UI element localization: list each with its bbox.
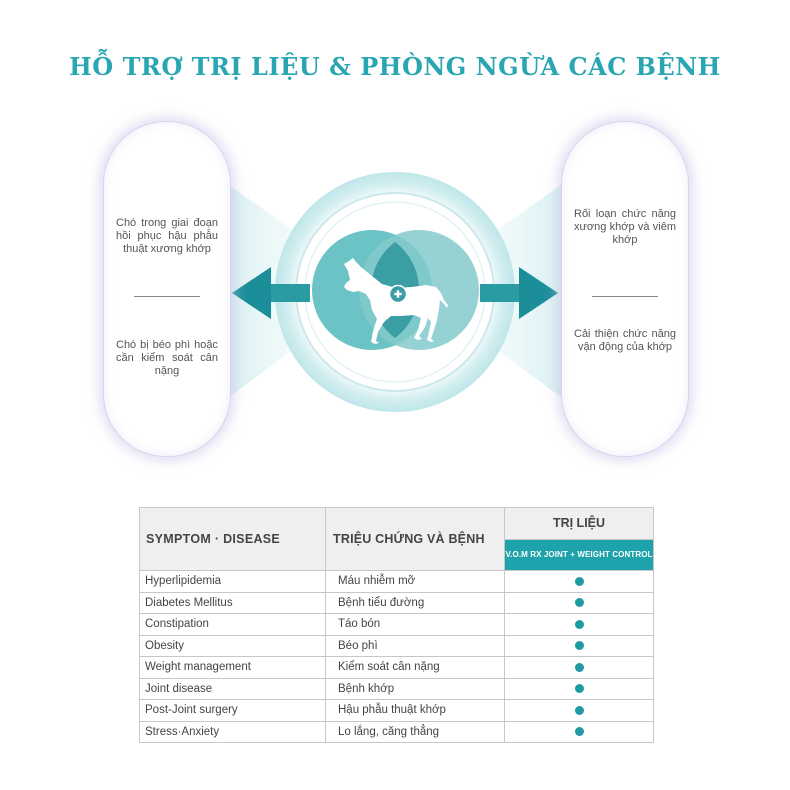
check-dot-icon <box>575 706 584 715</box>
table-row <box>140 657 654 679</box>
symptom-vi: Máu nhiễm mỡ <box>326 571 505 593</box>
right-bottom-text: Cải thiện chức năng vận động của khớp <box>574 328 676 353</box>
check-dot-icon <box>575 598 584 607</box>
symptom-en: Weight management <box>140 657 326 679</box>
check-dot-icon <box>575 727 584 736</box>
symptom-vi: Táo bón <box>326 614 505 636</box>
right-divider <box>592 296 658 297</box>
header-vietnamese: TRIỆU CHỨNG VÀ BỆNH <box>326 508 505 571</box>
symptom-vi: Hậu phẫu thuật khớp <box>326 700 505 722</box>
symptom-vi: Bệnh tiểu đường <box>326 592 505 614</box>
symptom-en: Diabetes Mellitus <box>140 592 326 614</box>
table-row <box>140 721 654 743</box>
check-dot-icon <box>575 663 584 672</box>
right-top-text: Rối loạn chức năng xương khớp và viêm khớp <box>574 208 676 246</box>
check-dot-icon <box>575 577 584 586</box>
table-row <box>140 678 654 700</box>
check-dot-icon <box>575 684 584 693</box>
page-title: HỖ TRỢ TRỊ LIỆU & PHÒNG NGỪA CÁC BỆNH <box>69 52 721 81</box>
symptom-en: Stress·Anxiety <box>140 721 326 743</box>
symptom-table <box>139 507 653 743</box>
header-product: V.O.M RX JOINT + WEIGHT CONTROL <box>505 539 654 571</box>
symptom-en: Hyperlipidemia <box>140 571 326 593</box>
table-row <box>140 635 654 657</box>
left-bottom-text: Chó bị béo phì hoặc cần kiểm soát cân nặng <box>116 339 218 377</box>
table-row <box>140 614 654 636</box>
symptom-vi: Bệnh khớp <box>326 678 505 700</box>
symptom-en: Obesity <box>140 635 326 657</box>
symptom-en: Joint disease <box>140 678 326 700</box>
left-divider <box>134 296 200 297</box>
check-dot-icon <box>575 641 584 650</box>
table-row <box>140 700 654 722</box>
left-top-text: Chó trong giai đoạn hồi phục hậu phẫu thuật xương khớp <box>116 217 218 255</box>
table-row <box>140 571 654 593</box>
header-symptom: SYMPTOM · DISEASE <box>140 508 326 571</box>
right-benefit-panel <box>561 121 689 457</box>
symptom-en: Post-Joint surgery <box>140 700 326 722</box>
symptom-vi: Béo phì <box>326 635 505 657</box>
symptom-en: Constipation <box>140 614 326 636</box>
table-row <box>140 592 654 614</box>
symptom-vi: Kiểm soát cân nặng <box>326 657 505 679</box>
header-treatment: TRỊ LIỆU <box>505 508 654 540</box>
left-benefit-panel <box>103 121 231 457</box>
symptom-vi: Lo lắng, căng thẳng <box>326 721 505 743</box>
check-dot-icon <box>575 620 584 629</box>
